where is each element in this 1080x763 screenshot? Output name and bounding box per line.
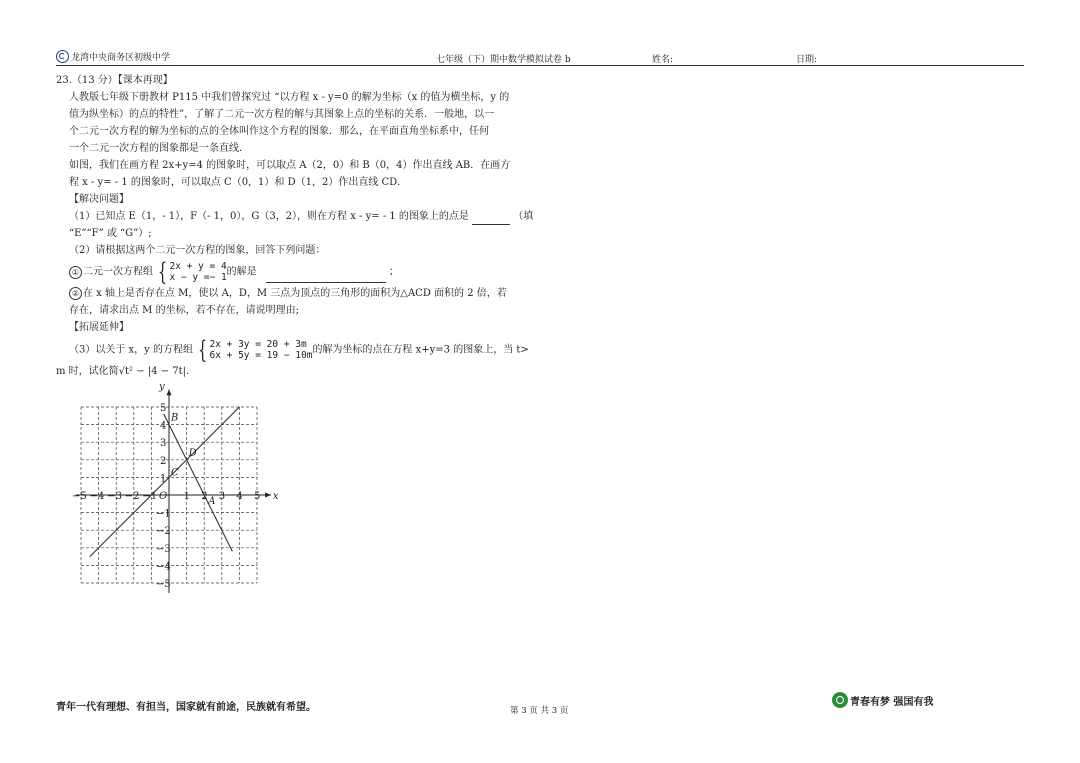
q1-answer-blank[interactable] <box>472 224 510 225</box>
y-tick-label: 2 <box>160 455 167 467</box>
coordinate-graph <box>64 378 294 593</box>
q2-line: （2）请根据这两个二元一次方程的图象，回答下列问题： <box>69 245 326 256</box>
intro-line: 如图，我们在画方程 2x+y=4 的图象时，可以取点 A（2，0）和 B（0，4）作出直线 AB．在画方 <box>69 160 511 171</box>
x-axis-label: x <box>272 491 279 502</box>
date-label: 日期: <box>796 55 818 65</box>
x-tick-label: 5 <box>254 491 261 502</box>
x-axis-arrow-icon <box>265 493 271 498</box>
q3-line2: m 时，试化简√t² − |4 − 7t|. <box>56 366 190 377</box>
x-tick-label: 3 <box>218 491 226 502</box>
y-tick-label: −5 <box>156 579 171 590</box>
x-tick-label: −1 <box>142 491 158 502</box>
intro-line: 值为纵坐标）的点的特性”，了解了二元一次方程的解与其图象上点的坐标的关系．一般地，以一 <box>69 109 495 120</box>
x-tick-label: −5 <box>72 491 87 502</box>
page-header <box>56 47 1024 66</box>
intro-line: 人教版七年级下册教材 P115 中我们曾探究过 “以方程 x - y=0 的解为坐标（x 的值为横坐标，y 的 <box>69 92 510 103</box>
point-label-b: B <box>171 412 179 424</box>
q1-line: （1）已知点 E（1，- 1），F（- 1，0），G（3，2），则在方程 x - y= - 1 的图象上的点是 （填 <box>56 208 536 225</box>
intro-line: 程 x - y= - 1 的图象时，可以取点 C（0，1）和 D（1，2）作出直线 CD． <box>69 177 408 188</box>
intro-line: 一个二元一次方程的图象都是一条直线． <box>69 143 249 154</box>
section-extend: 【拓展延伸】 <box>69 322 129 333</box>
y-axis-label: y <box>159 381 165 393</box>
equation-system-1: { 2x + y = 4 x − y =− 1 <box>158 258 227 286</box>
y-tick-label: −1 <box>156 508 171 520</box>
y-tick-label: 4 <box>160 420 167 432</box>
origin-label: O <box>159 491 168 502</box>
x-tick-label: 4 <box>236 491 243 502</box>
name-label: 姓名: <box>652 55 674 65</box>
q2-2-line: ② 在 x 轴上是否存在点 M，使以 A，D，M 三点为顶点的三角形的面积为△ACD 面积的 2 倍，若 <box>56 285 536 302</box>
circle-number-2: ② <box>69 287 82 300</box>
x-tick-label: −3 <box>107 491 122 502</box>
circle-number-1: ① <box>69 266 82 279</box>
y-tick-label: −2 <box>156 526 171 538</box>
y-tick-label: −4 <box>156 561 171 573</box>
x-tick-label: 1 <box>183 491 190 502</box>
school-logo-icon <box>56 50 69 63</box>
x-tick-label: 2 <box>201 491 208 502</box>
footer-motto-right: 青春有梦 强国有我 <box>832 692 933 708</box>
x-tick-label: −2 <box>124 491 140 502</box>
intro-line: 个二元一次方程的解为坐标的点的全体叫作这个方程的图象．那么，在平面直角坐标系中，任何 <box>69 126 489 137</box>
q1-line2: “E”“F” 或 “G”）; <box>69 228 152 239</box>
y-tick-label: 3 <box>160 438 167 450</box>
y-tick-label: 1 <box>160 473 167 485</box>
point-label-a: A <box>208 496 216 507</box>
question-number: 23.（13 分）【课本再现】 <box>56 75 173 86</box>
q2-1-answer-blank[interactable] <box>266 282 386 283</box>
point-label-d: D <box>188 447 197 459</box>
youth-logo-icon <box>832 692 848 708</box>
q3-line: （3）以关于 x，y 的方程组 { 2x + 3y = 20 + 3m 6x + 5y = 19 − 10m 的解为坐标的点在方程 x+y=3 的图象上，当 t> <box>69 336 529 364</box>
equation-system-2: { 2x + 3y = 20 + 3m 6x + 5y = 19 − 10m <box>198 336 313 364</box>
footer-motto-left: 青年一代有理想、有担当，国家就有前途，民族就有希望。 <box>56 702 316 713</box>
point-label-c: C <box>171 467 179 479</box>
exam-title: 七年级（下）期中数学模拟试卷 b <box>436 55 571 65</box>
y-tick-label: 5 <box>160 403 167 414</box>
question-23 <box>56 72 536 380</box>
x-tick-label: −4 <box>89 491 105 502</box>
y-axis-arrow-icon <box>167 389 172 395</box>
section-solve: 【解决问题】 <box>69 194 129 205</box>
school-name: 龙湾中央商务区初级中学 <box>56 50 170 63</box>
y-tick-label: −3 <box>156 543 171 555</box>
page-number: 第 3 页 共 3 页 <box>510 706 569 716</box>
q2-2-line2: 存在，请求出点 M 的坐标，若不存在，请说明理由; <box>69 305 299 316</box>
q2-1-line: ① 二元一次方程组 { 2x + y = 4 x − y =− 1 的解是 ； <box>56 261 536 283</box>
